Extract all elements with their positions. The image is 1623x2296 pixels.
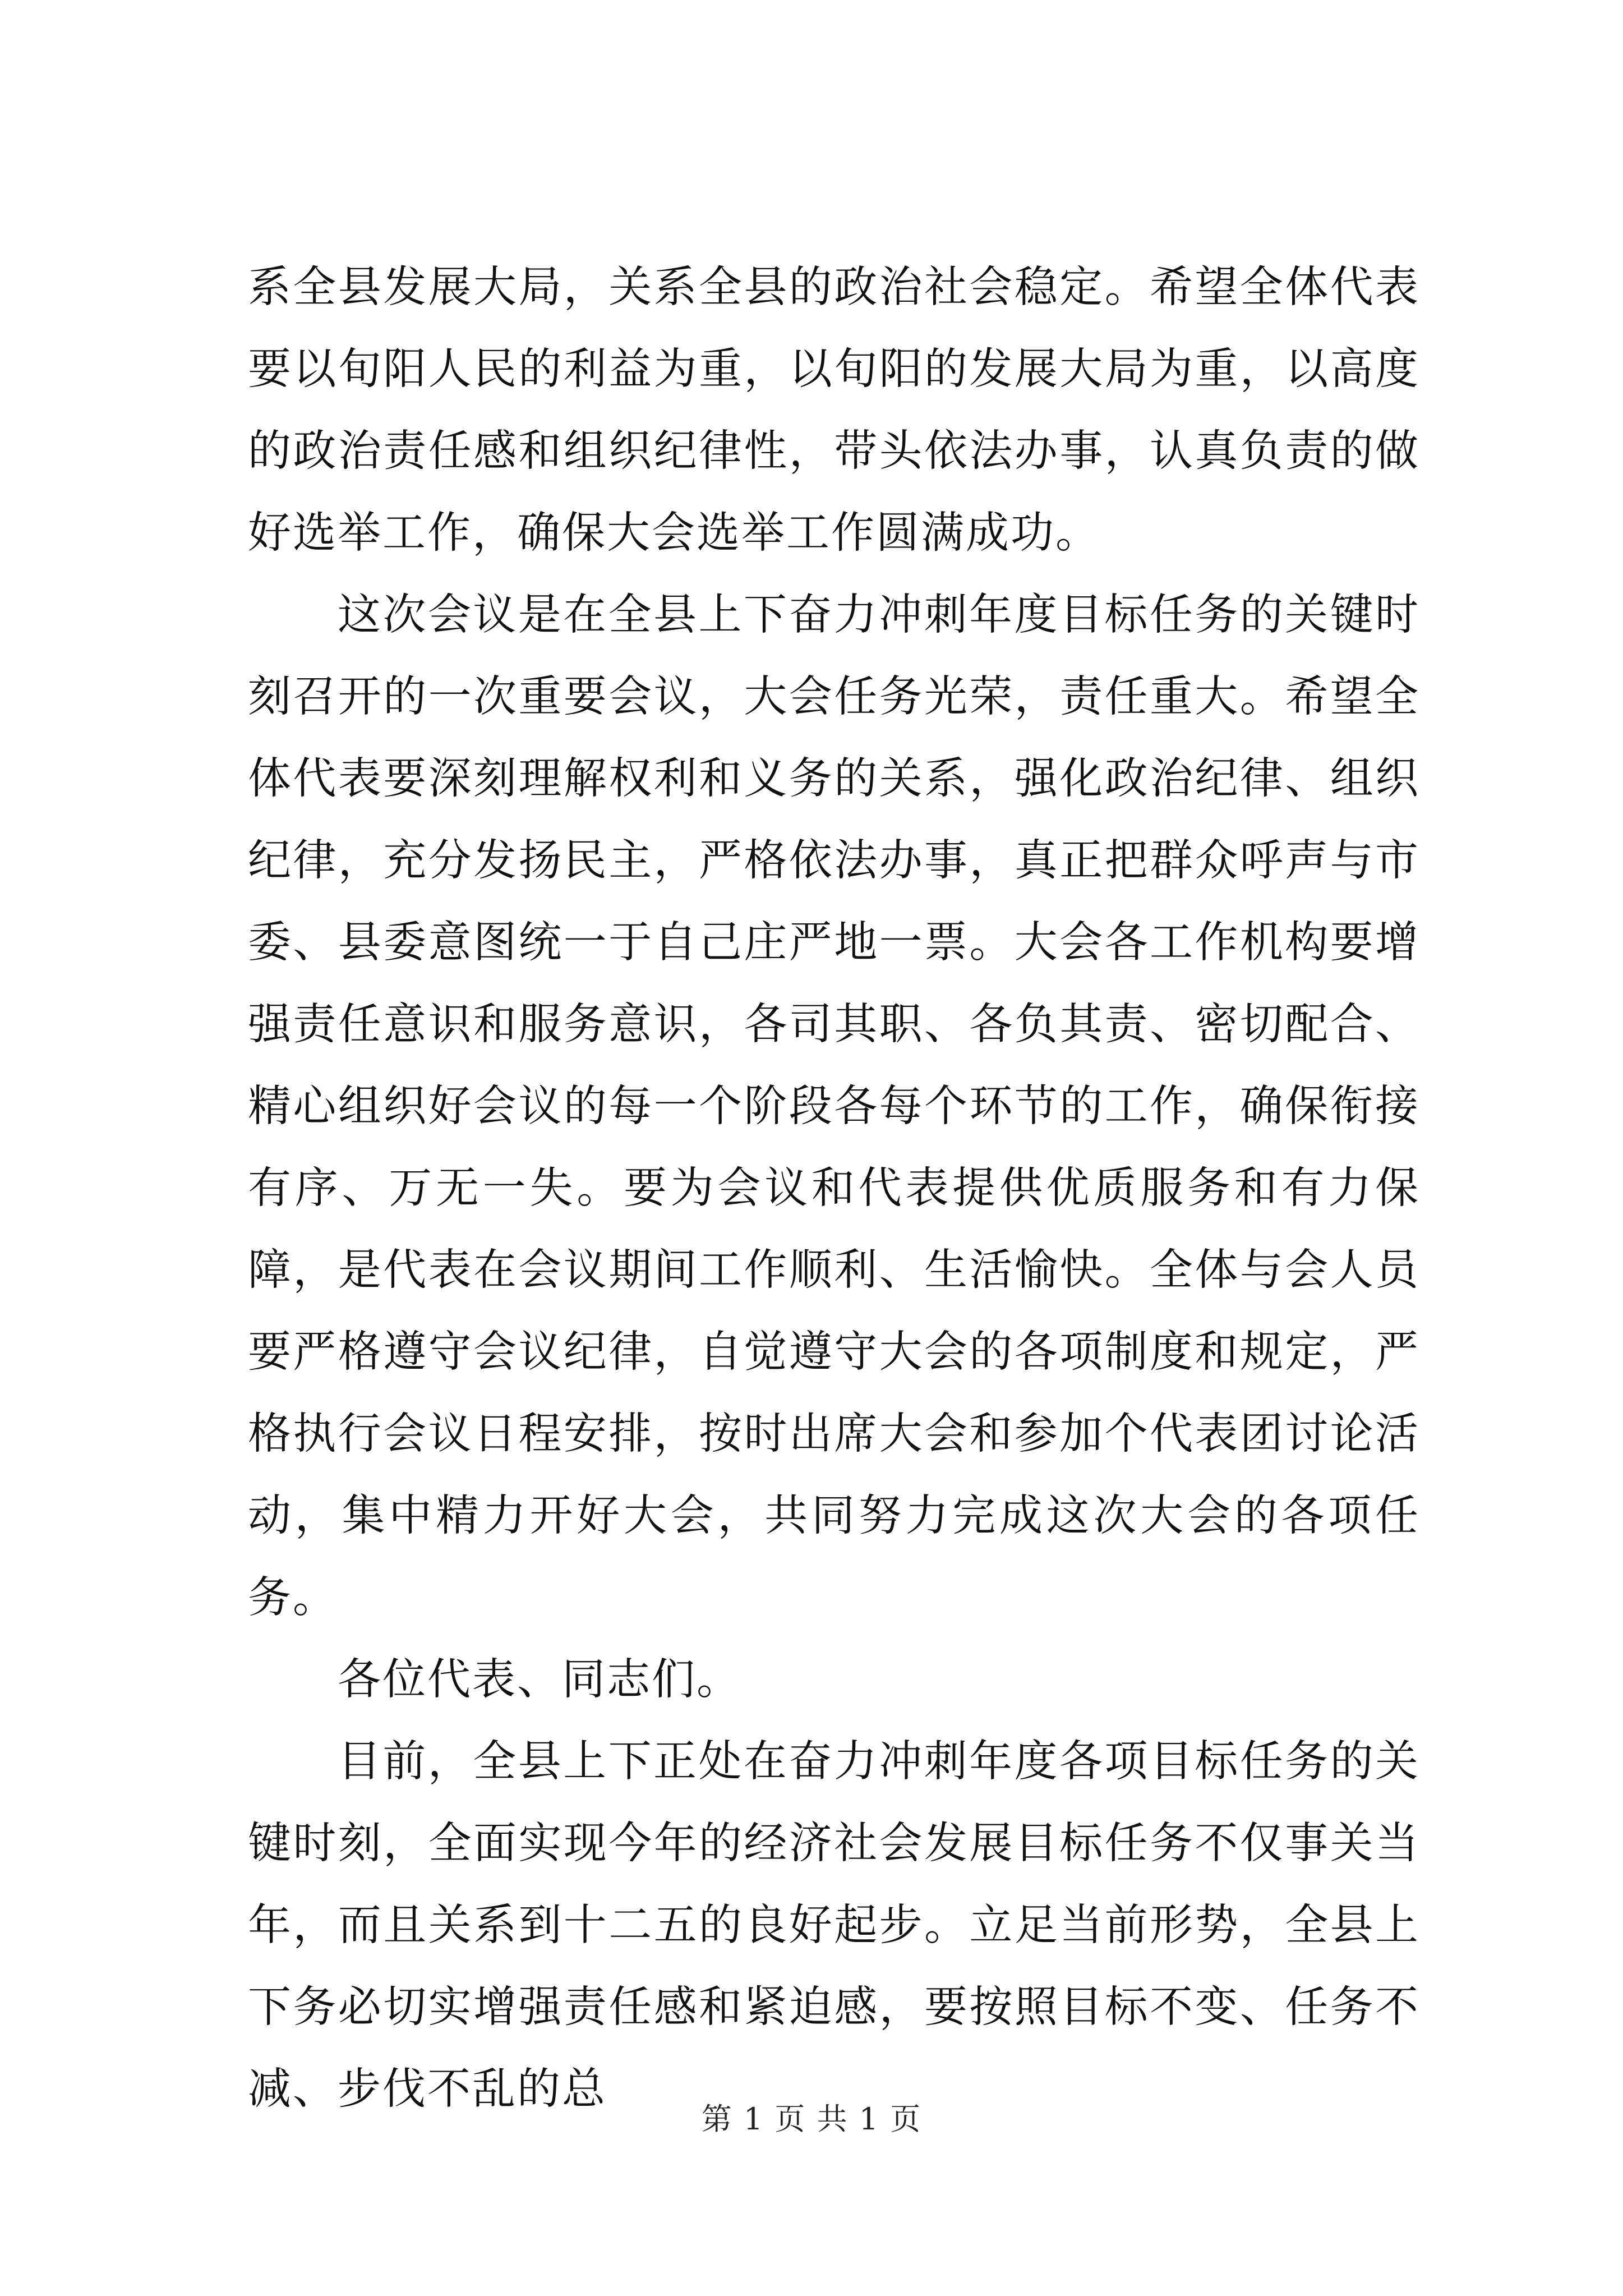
document-body [248,247,1420,2131]
paragraph-3: 各位代表、同志们。 [338,1655,741,1705]
paragraph-2: 这次会议是在全县上下奋力冲刺年度目标任务的关键时刻召开的一次重要会议，大会任务光荣，责任重大。希望全体代表要深刻理解权利和义务的关系，强化政治纪律、组织纪律，充分发扬民主，严格依法办事，真正把群众呼声与市委、县委意图统一于自己庄严地一票。大会各工作机构要增强责任意识和服务意识，各司其职、各负其责、密切配合、精心组织好会议的每一个阶段各每个环节的工作，确保衔接有序、万无一失。要为会议和代表提供优质服务和有力保障，是代表在会议期间工作顺利、生活愉快。全体与会人员要严格遵守会议纪律，自觉遵守大会的各项制度和规定，严格执行会议日程安排，按时出席大会和参加个代表团讨论活动，集中精力开好大会，共同努力完成这次大会的各项任务。 [248,590,1420,1623]
paragraph-1: 系全县发展大局，关系全县的政治社会稳定。希望全体代表要以旬阳人民的利益为重，以旬阳的发展大局为重，以高度的政治责任感和组织纪律性，带头依法办事，认真负责的做好选举工作，确保大会选举工作圆满成功。 [248,263,1420,558]
paragraph-4: 目前，全县上下正处在奋力冲刺年度各项目标任务的关键时刻，全面实现今年的经济社会发展目标任务不仅事关当年，而且关系到十二五的良好起步。立足当前形势，全县上下务必切实增强责任感和紧迫感，要按照目标不变、任务不减、步伐不乱的总 [248,1737,1420,2114]
page-footer: 第 1 页 共 1 页 [701,2101,922,2137]
